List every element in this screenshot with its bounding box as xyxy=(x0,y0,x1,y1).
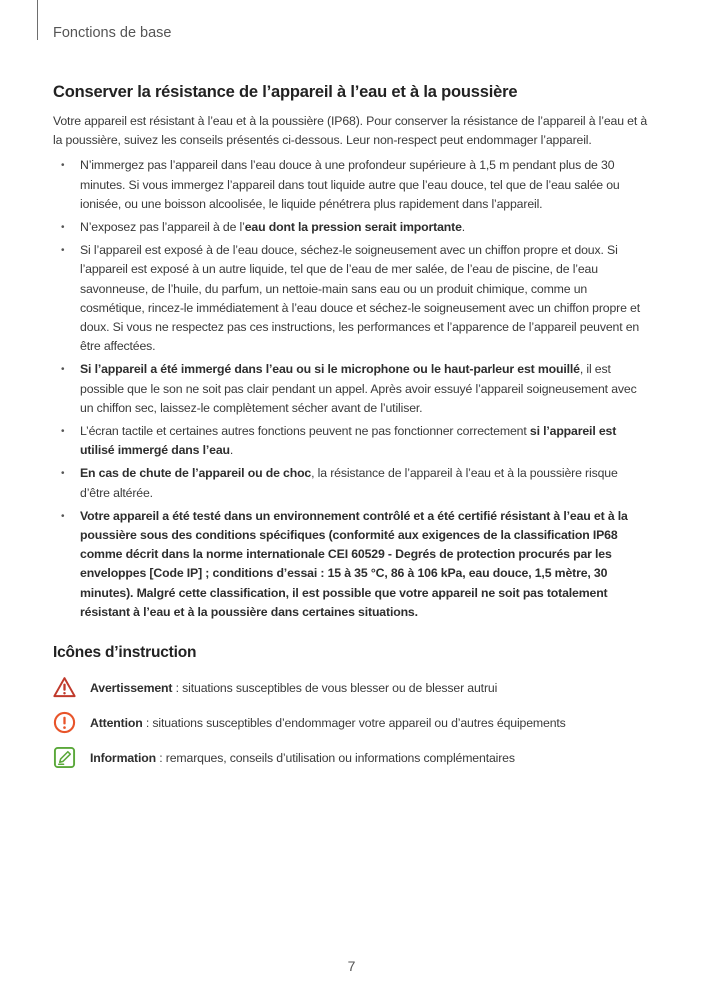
section-heading: Conserver la résistance de l’appareil à l’eau et à la poussière xyxy=(53,83,518,101)
instruction-label: Information xyxy=(90,750,156,765)
instruction-icons-list xyxy=(53,676,649,769)
warning-triangle-icon xyxy=(53,676,76,699)
list-item xyxy=(53,507,649,622)
bullet-icon: • xyxy=(61,468,65,480)
header-rule xyxy=(37,0,38,40)
list-item xyxy=(53,360,649,418)
section-label: Fonctions de base xyxy=(53,25,172,41)
list-item-emphasis: En cas de chute de l’appareil ou de choc xyxy=(80,466,312,481)
list-item-emphasis: Votre appareil a été testé dans un environnement contrôlé et a été certifié résistant à l’eau et à la poussière sous des conditions spécifiques (conformité aux exigences de la classification IP68 comme décrit dans la norme internationale CEI 60529 - Degrés de protection procurés par les enveloppes [Code IP] ; conditions d’essai : 15 à 35 °C, 86 à 106 kPa, eau douce, 1,5 mètre, 30 minutes). Malgré cette classification, il est possible que votre appareil ne soit pas totalement résistant à l’eau et à la poussière dans certaines situations. xyxy=(80,508,628,619)
bullet-icon: • xyxy=(61,222,65,234)
instruction-row-information xyxy=(53,746,649,769)
list-item-text: Si l’appareil est exposé à de l’eau douce, séchez-le soigneusement avec un chiffon propre et doux. Si l’appareil est exposé à un autre liquide, tel que de l’eau de mer salée, de l’eau de piscine, de l’eau savonneuse, de l’huile, du parfum, un nettoie-main sans eau ou un produit chimique, comme un cosmétique, rincez-le immédiatement à l’eau douce et séchez-le soigneusement avec un chiffon propre et doux. Si vous ne respectez pas ces instructions, les performances et l’apparence de l’appareil peuvent en être affectées. xyxy=(80,243,641,354)
list-item-text: , la résistance de l’appareil à l’eau et à la poussière risque d’être altérée. xyxy=(80,466,618,500)
intro-paragraph: Votre appareil est résistant à l’eau et à la poussière (IP68). Pour conserver la résistance de l’appareil à l’eau et à la poussière, suivez les conseils présentés ci-dessous. Leur non-respect peut endommager l’appareil. xyxy=(53,114,648,148)
bullet-icon: • xyxy=(61,364,65,376)
list-item xyxy=(53,464,649,502)
list-item-text: . xyxy=(461,220,466,235)
list-item-text: N’exposez pas l’appareil à de l’ xyxy=(80,220,245,235)
bullet-icon: • xyxy=(61,510,65,522)
list-item-emphasis: si l’appareil est utilisé immergé dans l’eau xyxy=(80,424,617,458)
instruction-description: : situations susceptibles d’endommager votre appareil ou d’autres équipements xyxy=(142,715,566,730)
instruction-row-caution xyxy=(53,711,649,734)
list-item-text: L’écran tactile et certaines autres fonctions peuvent ne pas fonctionner correctement xyxy=(80,424,530,439)
note-pen-icon xyxy=(53,746,76,769)
list-item xyxy=(53,422,649,460)
list-item xyxy=(53,156,649,214)
list-item-emphasis: eau dont la pression serait importante xyxy=(244,220,462,235)
instruction-row-warning xyxy=(53,676,649,699)
instruction-description: : situations susceptibles de vous blesser ou de blesser autrui xyxy=(172,680,498,695)
bullet-icon: • xyxy=(61,160,65,172)
list-item xyxy=(53,241,649,356)
list-item xyxy=(53,218,649,237)
list-item-emphasis: Si l’appareil a été immergé dans l’eau ou si le microphone ou le haut-parleur est mouillé xyxy=(80,362,580,377)
bullet-icon: • xyxy=(61,245,65,257)
instruction-description: : remarques, conseils d’utilisation ou informations complémentaires xyxy=(155,750,515,765)
list-item-text: , il est possible que le son ne soit pas clair pendant un appel. Après avoir essuyé l’appareil soigneusement avec un chiffon sec, laissez-le complètement sécher avant de l’utiliser. xyxy=(80,362,637,415)
instruction-icons-heading: Icônes d’instruction xyxy=(53,644,197,662)
caution-circle-icon xyxy=(53,711,76,734)
instruction-label: Attention xyxy=(90,715,143,730)
page-content xyxy=(53,83,649,781)
list-item-text: . xyxy=(229,443,234,458)
guidelines-list xyxy=(53,156,649,622)
page-number: 7 xyxy=(347,958,356,974)
instruction-label: Avertissement xyxy=(90,680,173,695)
list-item-text: N’immergez pas l’appareil dans l’eau douce à une profondeur supérieure à 1,5 m pendant plus de 30 minutes. Si vous immergez l’appareil dans tout liquide autre que l’eau douce, tel que de l’eau salée ou ionisée, ou une boisson alcoolisée, le liquide pénétrera plus rapidement dans l’appareil. xyxy=(80,158,620,211)
bullet-icon: • xyxy=(61,426,65,438)
